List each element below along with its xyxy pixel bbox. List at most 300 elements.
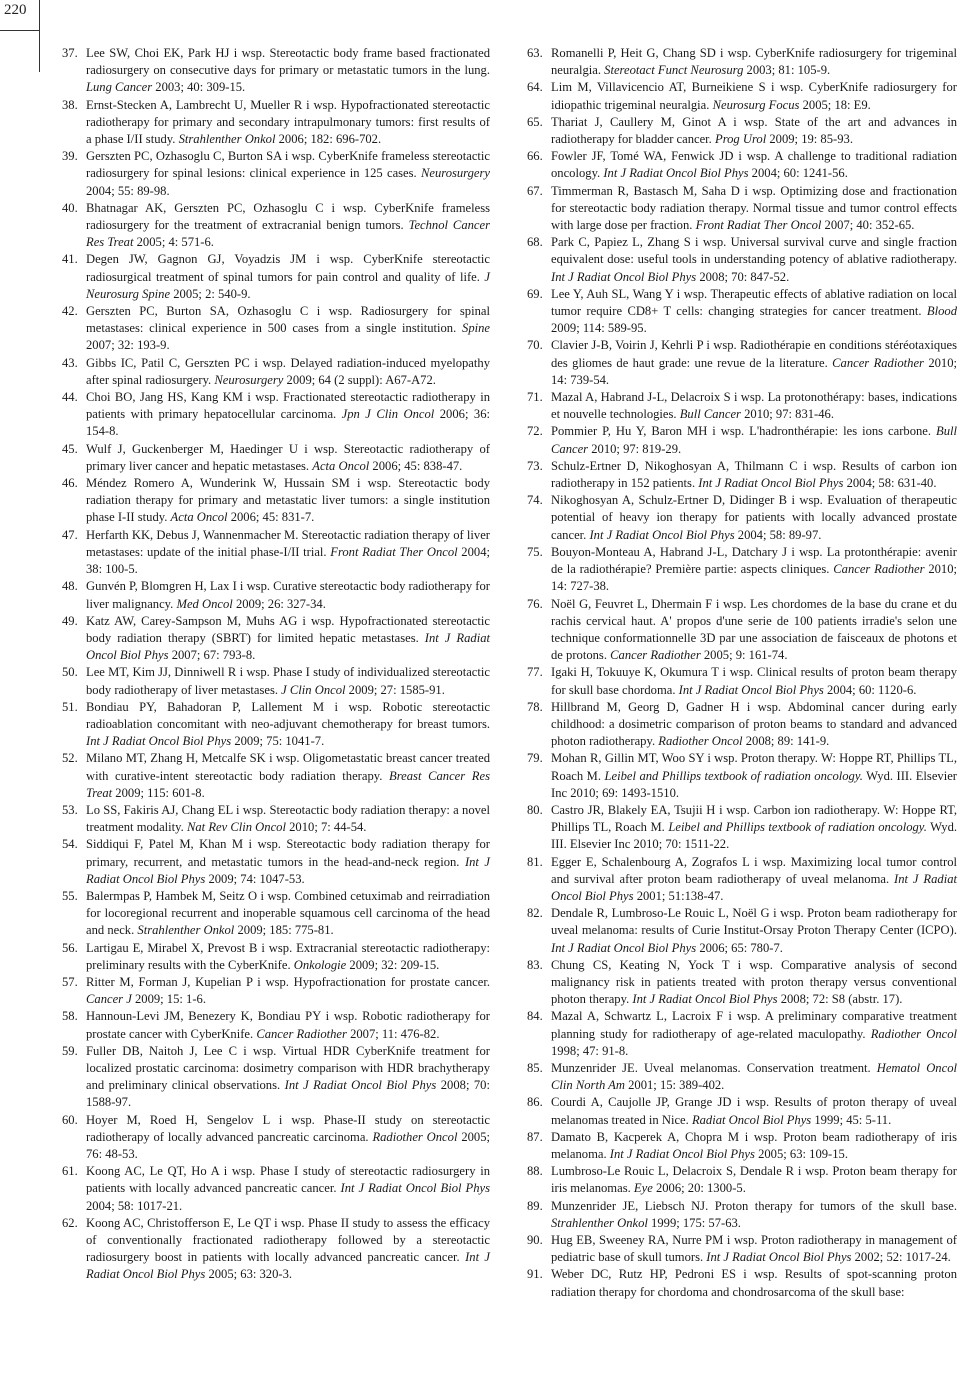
reference-body	[86, 97, 490, 149]
reference-citation: 2009; 114: 589-95.	[551, 321, 647, 336]
reference-body	[86, 355, 490, 389]
reference-body	[86, 441, 490, 475]
reference-citation: 2009; 26: 327-34.	[235, 596, 326, 611]
reference-text: Fowler JF, Tomé WA, Fenwick JD i wsp. A challenge to traditional radiation oncology.	[551, 149, 957, 181]
reference-text: Bondiau PY, Bahadoran P, Lallement M i wsp. Robotic stereotactic radioablation concomitant with neo-adjuvant chemotherapy for breast tumors.	[86, 699, 490, 731]
reference-journal: Breast Cancer Res Treat	[86, 768, 490, 800]
reference-citation: 2004; 60: 1241-56.	[751, 166, 848, 181]
reference-citation: 2010; 14: 727-38.	[551, 562, 957, 594]
reference-journal: Bull Cancer	[679, 407, 741, 422]
reference-citation: Wyd. III. Elsevier Inc 2010; 69: 1493-1510.	[551, 768, 958, 800]
reference-item	[527, 45, 957, 79]
reference-item	[62, 475, 490, 527]
reference-number: 87.	[527, 1129, 543, 1144]
reference-citation: 2002; 52: 1017-24.	[854, 1250, 951, 1265]
reference-citation: 2004; 58: 89-97.	[737, 527, 822, 542]
reference-item	[62, 97, 490, 149]
reference-body	[551, 1129, 957, 1163]
reference-text: Egger E, Schalenbourg A, Zografos L i wsp. Maximizing local tumor control and survival after proton beam radiotherapy of uveal melanoma.	[551, 854, 957, 886]
reference-citation: 2009; 27: 1585-91.	[348, 682, 445, 697]
reference-body	[86, 303, 490, 355]
reference-text: Lee Y, Auh SL, Wang Y i wsp. Therapeutic effects of ablative radiation on local tumor require CD8+ T cells: changing strategies for cancer treatment.	[551, 286, 957, 319]
reference-number: 48.	[62, 579, 78, 594]
reference-text: Hannoun-Levi JM, Benezery K, Bondiau PY i wsp. Robotic radiotherapy for prostate cancer with CyberKnife.	[86, 1009, 490, 1041]
reference-citation: 2006; 45: 838-47.	[372, 458, 463, 473]
reference-number: 47.	[62, 527, 78, 542]
reference-body	[551, 664, 957, 698]
reference-body	[551, 699, 957, 751]
reference-item	[62, 45, 490, 97]
reference-body	[551, 389, 957, 423]
reference-text: Lim M, Villavicencio AT, Burneikiene S i wsp. CyberKnife radiosurgery for idiopathic trigeminal neuralgia.	[551, 80, 957, 112]
reference-text: Fuller DB, Naitoh J, Lee C i wsp. Virtual HDR CyberKnife treatment for localized prostatic carcinoma: dosimetry comparison with HDR brachytherapy and preliminary clinical observations.	[86, 1043, 490, 1093]
reference-item	[527, 1008, 957, 1060]
reference-number: 50.	[62, 665, 78, 680]
reference-journal: Int J Radiat Oncol Biol Phys	[86, 1250, 491, 1282]
reference-text: Munzenrider JE, Liebsch NJ. Proton therapy for tumors of the skull base.	[551, 1198, 957, 1213]
reference-citation: 2010; 7: 44-54.	[289, 820, 367, 835]
reference-body	[551, 458, 957, 492]
reference-text: Bouyon-Monteau A, Habrand J-L, Datchary J i wsp. La protonthérapie: avenir de la radiothérapie? Première partie: aspects cliniques.	[551, 544, 957, 577]
reference-citation: 2005; 2: 540-9.	[173, 286, 251, 301]
reference-body	[86, 613, 490, 665]
reference-number: 70.	[527, 338, 543, 353]
reference-number: 77.	[527, 665, 543, 680]
reference-number: 53.	[62, 802, 78, 817]
reference-item	[527, 699, 957, 751]
reference-number: 84.	[527, 1009, 543, 1024]
reference-item	[527, 750, 957, 802]
reference-citation: 2003; 81: 105-9.	[746, 63, 831, 78]
reference-item	[62, 251, 490, 303]
reference-citation: 2009; 185: 775-81.	[237, 923, 334, 938]
reference-journal: Med Oncol	[176, 596, 233, 611]
reference-text: Courdi A, Caujolle JP, Grange JD i wsp. Results of proton therapy of uveal melanomas treated in Nice.	[551, 1095, 957, 1127]
reference-item	[527, 337, 957, 389]
reference-item	[527, 596, 957, 665]
reference-text: Clavier J-B, Voirin J, Kehrli P i wsp. Radiothérapie en conditions stéréotaxiques des gliomes de haut grade: une revue de la literature.	[551, 338, 957, 370]
reference-text: Gerszten PC, Ozhasoglu C, Burton SA i wsp. CyberKnife frameless stereotactic radiosurgery for spinal lesions: clinical experience in 125 cases.	[86, 149, 490, 181]
reference-journal: Acta Oncol	[170, 510, 228, 525]
reference-number: 73.	[527, 458, 543, 473]
reference-item	[62, 200, 490, 252]
reference-body	[551, 45, 957, 79]
reference-body	[86, 578, 490, 612]
reference-body	[86, 699, 490, 751]
reference-citation: 2005; 63: 320-3.	[208, 1267, 293, 1282]
reference-text: Timmerman R, Bastasch M, Saha D i wsp. Optimizing dose and fractionation for stereotactic body radiation therapy. Normal tissue and tumor control effects with large dose per fraction.	[551, 183, 957, 233]
reference-body	[551, 1232, 957, 1266]
reference-text: Damato B, Kacperek A, Chopra M i wsp. Proton beam radiotherapy of iris melanoma.	[551, 1129, 957, 1161]
reference-journal: Radiother Oncol	[372, 1129, 458, 1144]
reference-journal: Prog Urol	[715, 132, 767, 147]
reference-body	[86, 888, 490, 940]
reference-body	[86, 664, 490, 698]
reference-citation: 2007; 32: 193-9.	[86, 338, 170, 353]
reference-citation: 2010; 97: 831-46.	[744, 407, 834, 422]
reference-body	[551, 183, 957, 235]
reference-text: Koong AC, Christofferson E, Le QT i wsp. Phase II study to assess the efficacy of conventionally fractionated radiotherapy followed by a stereotactic radiosurgery boost in patients with locally advanced pancreatic cancer.	[86, 1215, 490, 1265]
reference-text: Chung CS, Keating N, Yock T i wsp. Comparative analysis of second malignancy risk in patients treated with proton therapy versus conventional photon therapy.	[551, 957, 957, 1007]
reference-journal: Int J Radiat Oncol Biol Phys	[86, 630, 490, 663]
reference-journal: Int J Radiat Oncol Biol Phys	[706, 1250, 852, 1265]
reference-text: Ernst-Stecken A, Lambrecht U, Mueller R i wsp. Hypofractionated stereotactic radiotherapy for primary and secondary intrapulmonary tumors: first results of a phase I/II study.	[86, 97, 490, 147]
reference-citation: 2004; 58: 1017-21.	[86, 1198, 183, 1213]
reference-number: 56.	[62, 940, 78, 955]
reference-text: Lumbroso-Le Rouic L, Delacroix S, Dendale R i wsp. Proton beam therapy for iris melanomas.	[551, 1164, 957, 1196]
reference-number: 66.	[527, 149, 543, 164]
reference-citation: 2006; 182: 696-702.	[278, 132, 382, 147]
reference-text: Mazal A, Schwartz L, Lacroix F i wsp. A preliminary comparative treatment planning study for radiotherapy of age-related maculopathy.	[551, 1009, 957, 1041]
reference-journal: J Clin Oncol	[281, 682, 346, 697]
reference-text: Munzenrider JE. Uveal melanomas. Conservation treatment.	[551, 1060, 871, 1075]
reference-journal: Jpn J Clin Oncol	[341, 407, 435, 422]
reference-journal: Hematol Oncol Clin North Am	[551, 1060, 957, 1093]
reference-text: Mohan R, Gillin MT, Woo SY i wsp. Proton therapy. W: Hoppe RT, Phillips TL, Roach M.	[551, 751, 957, 783]
reference-text: Lo SS, Fakiris AJ, Chang EL i wsp. Stereotactic body radiation therapy: a novel treatment modality.	[86, 802, 490, 835]
reference-text: Park C, Papiez L, Zhang S i wsp. Universal survival curve and single fraction equivalent dose: useful tools in understanding potency of ablative radiotherapy.	[551, 235, 957, 267]
reference-body	[86, 1163, 490, 1215]
reference-citation: 2008; 89: 141-9.	[745, 734, 830, 749]
reference-journal: Front Radiat Ther Oncol	[330, 544, 458, 559]
reference-number: 65.	[527, 114, 543, 129]
reference-body	[86, 1043, 490, 1112]
reference-text: Hoyer M, Roed H, Sengelov L i wsp. Phase-II study on stereotactic radiotherapy of locally advanced pancreatic carcinoma.	[86, 1112, 490, 1144]
reference-journal: Int J Radiat Oncol Biol Phys	[589, 527, 735, 542]
reference-item	[62, 1112, 490, 1164]
reference-body	[551, 1163, 957, 1197]
reference-item	[527, 1060, 957, 1094]
reference-citation: 2001; 51:138-47.	[636, 888, 724, 903]
reference-body	[551, 492, 957, 544]
reference-item	[527, 286, 957, 338]
reference-body	[86, 527, 490, 579]
reference-body	[551, 337, 957, 389]
reference-body	[86, 1215, 490, 1284]
reference-text: Hillbrand M, Georg D, Gadner H i wsp. Abdominal cancer during early childhood: a dosimetric comparison of proton beams to standard and advanced photon radiotherapy.	[551, 699, 957, 749]
reference-number: 54.	[62, 837, 78, 852]
reference-number: 61.	[62, 1164, 78, 1179]
reference-text: Degen JW, Gagnon GJ, Voyadzis JM i wsp. CyberKnife stereotactic radiosurgical treatment of spinal tumors for pain control and quality of life.	[86, 252, 490, 284]
reference-journal: Eye	[633, 1181, 653, 1196]
reference-body	[551, 802, 957, 854]
reference-item	[527, 1094, 957, 1128]
reference-journal: Radiat Oncol Biol Phys	[691, 1112, 812, 1127]
reference-body	[551, 114, 957, 148]
reference-body	[551, 750, 957, 802]
reference-journal: Radiother Oncol	[870, 1026, 958, 1041]
reference-number: 46.	[62, 476, 78, 491]
reference-citation: 2007; 11: 476-82.	[350, 1026, 440, 1041]
reference-citation: 1999; 45: 5-11.	[814, 1112, 892, 1127]
reference-body	[86, 148, 490, 200]
reference-journal: Strahlenther Onkol	[137, 923, 235, 938]
reference-journal: Int J Radiat Oncol Biol Phys	[609, 1147, 755, 1161]
reference-text: Lartigau E, Mirabel X, Prevost B i wsp. Extracranial stereotactic radiotherapy: preliminary results with the CyberKnife.	[86, 940, 490, 972]
reference-journal: J Neurosurg Spine	[86, 269, 490, 301]
reference-citation: 2009; 32: 209-15.	[349, 957, 440, 972]
reference-text: Lee MT, Kim JJ, Dinniwell R i wsp. Phase I study of individualized stereotactic body radiotherapy of liver metastases.	[86, 665, 490, 697]
reference-body	[86, 45, 490, 97]
reference-item	[527, 234, 957, 286]
reference-number: 39.	[62, 149, 78, 164]
reference-citation: 2009; 74: 1047-53.	[208, 871, 305, 886]
reference-number: 74.	[527, 493, 543, 508]
reference-item	[62, 389, 490, 441]
reference-item	[527, 1232, 957, 1266]
reference-text: Siddiqui F, Patel M, Khan M i wsp. Stereotactic body radiation therapy for primary, recurrent, and metastatic tumors in the head-and-neck region.	[86, 837, 490, 869]
reference-citation: 2004; 38: 100-5.	[86, 544, 490, 577]
reference-item	[62, 1163, 490, 1215]
reference-number: 91.	[527, 1267, 543, 1282]
reference-text: Wulf J, Guckenberger M, Haedinger U i wsp. Stereotactic radiotherapy of primary liver cancer and hepatic metastases.	[86, 441, 490, 473]
reference-item	[527, 1198, 957, 1232]
reference-text: Mazal A, Habrand J-L, Delacroix S i wsp. La protonothérapy: bases, indications et nouvelle technologies.	[551, 390, 957, 422]
reference-citation: 2010; 97: 819-29.	[591, 441, 682, 456]
reference-text: Schulz-Ertner D, Nikoghosyan A, Thilmann C i wsp. Results of carbon ion radiotherapy in 152 patients.	[551, 458, 957, 491]
reference-journal: Blood	[926, 304, 957, 319]
reference-text: Ritter M, Forman J, Kupelian P i wsp. Hypofractionation for prostate cancer.	[86, 974, 490, 989]
reference-item	[62, 750, 490, 802]
reference-body	[86, 974, 490, 1008]
reference-item	[62, 355, 490, 389]
reference-journal: Acta Oncol	[312, 458, 370, 473]
reference-body	[551, 148, 957, 182]
reference-journal: Int J Radiat Oncol Biol Phys	[603, 166, 749, 181]
reference-journal: Cancer J	[86, 992, 132, 1007]
reference-number: 58.	[62, 1009, 78, 1024]
references-left-column	[62, 45, 490, 1284]
reference-journal: Bull Cancer	[551, 424, 957, 456]
reference-item	[527, 183, 957, 235]
reference-body	[86, 475, 490, 527]
reference-item	[527, 1266, 957, 1300]
reference-journal: Neurosurgery	[420, 166, 490, 181]
reference-number: 37.	[62, 46, 78, 60]
reference-number: 52.	[62, 751, 78, 766]
reference-number: 41.	[62, 252, 78, 267]
reference-citation: 2005; 9: 161-74.	[703, 648, 788, 663]
reference-body	[86, 389, 490, 441]
reference-journal: Strahlenther Onkol	[178, 132, 276, 147]
reference-citation: 2009; 75: 1041-7.	[234, 734, 325, 749]
header-rule-vertical	[39, 0, 40, 72]
reference-body	[551, 544, 957, 596]
reference-item	[62, 578, 490, 612]
reference-journal: Int J Radiat Oncol Biol Phys	[86, 734, 232, 749]
reference-journal: Front Radiat Ther Oncol	[695, 218, 822, 233]
reference-number: 80.	[527, 802, 543, 817]
reference-text: Pommier P, Hu Y, Baron MH i wsp. L'hadronthérapie: les ions carbone.	[551, 424, 932, 439]
reference-number: 68.	[527, 235, 543, 250]
reference-citation: 2005; 76: 48-53.	[86, 1129, 490, 1161]
reference-journal: Int J Radiat Oncol Biol Phys	[698, 476, 844, 491]
reference-text: Herfarth KK, Debus J, Wannenmacher M. Stereotactic radiation therapy of liver metastases: update of the initial phase-I/II trial.	[86, 527, 490, 559]
reference-text: Igaki H, Tokuuye K, Okumura T i wsp. Clinical results of proton beam therapy for skull base chordoma.	[551, 665, 957, 697]
reference-citation: 2009; 64 (2 suppl): A67-A72.	[286, 372, 436, 387]
reference-citation: 2009; 15: 1-6.	[134, 992, 206, 1007]
reference-item	[527, 423, 957, 457]
reference-number: 90.	[527, 1233, 543, 1248]
reference-journal: Neurosurg Focus	[712, 97, 800, 112]
reference-body	[86, 200, 490, 252]
reference-number: 64.	[527, 80, 543, 95]
reference-citation: 2008; 72: S8 (abstr. 17).	[780, 992, 903, 1007]
reference-item	[62, 664, 490, 698]
reference-number: 43.	[62, 355, 78, 370]
reference-text: Thariat J, Caullery M, Ginot A i wsp. State of the art and advances in radiotherapy for bladder cancer.	[551, 114, 957, 147]
reference-text: Milano MT, Zhang H, Metcalfe SK i wsp. Oligometastatic breast cancer treated with curative-intent stereotactic body radiation therapy.	[86, 751, 490, 783]
reference-citation: 2007; 67: 793-8.	[171, 648, 256, 663]
reference-text: Gibbs IC, Patil C, Gerszten PC i wsp. Delayed radiation-induced myelopathy after spinal radiosurgery.	[86, 355, 490, 387]
reference-citation: 2005; 18: E9.	[802, 97, 871, 112]
reference-item	[62, 1008, 490, 1042]
reference-citation: 2007; 40: 352-65.	[824, 218, 915, 233]
reference-body	[86, 836, 490, 888]
reference-text: Romanelli P, Heit G, Chang SD i wsp. CyberKnife radiosurgery for trigeminal neuralgia.	[551, 46, 957, 78]
reference-number: 76.	[527, 596, 543, 611]
reference-number: 89.	[527, 1198, 543, 1213]
reference-citation: 1998; 47: 91-8.	[551, 1043, 629, 1058]
reference-text: Hug EB, Sweeney RA, Nurre PM i wsp. Proton radiotherapy in management of pediatric base of skull tumors.	[551, 1233, 957, 1265]
reference-item	[527, 79, 957, 113]
reference-item	[62, 1043, 490, 1112]
reference-journal: Leibel and Phillips textbook of radiation oncology.	[668, 820, 927, 835]
reference-text: Castro JR, Blakely EA, Tsujii H i wsp. Carbon ion radiotherapy. W: Hoppe RT, Phillips TL, Roach M.	[551, 802, 957, 835]
reference-journal: Int J Radiat Oncol Biol Phys	[632, 992, 778, 1007]
reference-number: 49.	[62, 613, 78, 628]
reference-text: Gerszten PC, Burton SA, Ozhasoglu C i wsp. Radiosurgery for spinal metastases: clinical experience in 500 cases from a single institution.	[86, 304, 490, 336]
reference-number: 72.	[527, 424, 543, 439]
reference-journal: Cancer Radiother	[833, 562, 925, 577]
reference-text: Katz AW, Carey-Sampson M, Muhs AG i wsp. Hypofractionated stereotactic body radiation therapy (SBRT) for limited hepatic metastases.	[86, 613, 490, 645]
reference-body	[551, 1198, 957, 1232]
reference-body	[551, 905, 957, 957]
reference-text: Méndez Romero A, Wunderink W, Hussain SM i wsp. Stereotactic body radiation therapy for primary and metastatic liver tumors: a single institution phase I-II study.	[86, 476, 490, 525]
reference-citation: 2008; 70: 847-52.	[699, 269, 790, 284]
reference-journal: Strahlenther Onkol	[551, 1215, 648, 1230]
reference-number: 59.	[62, 1043, 78, 1058]
reference-journal: Cancer Radiother	[610, 648, 701, 663]
reference-item	[62, 699, 490, 751]
reference-item	[527, 492, 957, 544]
reference-item	[527, 664, 957, 698]
reference-citation: 2006; 20: 1300-5.	[655, 1181, 746, 1196]
reference-number: 71.	[527, 390, 543, 405]
reference-text: Gunvén P, Blomgren H, Lax I i wsp. Curative stereotactic body radiotherapy for liver malignancy.	[86, 579, 490, 611]
reference-number: 75.	[527, 544, 543, 559]
reference-citation: 1999; 175: 57-63.	[651, 1215, 741, 1230]
reference-item	[527, 1163, 957, 1197]
reference-citation: 2004; 58: 631-40.	[846, 476, 937, 491]
reference-text: Dendale R, Lumbroso-Le Rouic L, Noël G i wsp. Proton beam radiotherapy for uveal melanoma: results of Curie Institut-Orsay Proton Therapy Center (ICPO).	[551, 906, 957, 938]
reference-text: Balermpas P, Hambek M, Seitz O i wsp. Combined cetuximab and reirradiation for locoregional recurrent and inoperable squamous cell carcinoma of the head and neck.	[86, 888, 490, 938]
reference-number: 83.	[527, 957, 543, 972]
reference-number: 85.	[527, 1060, 543, 1075]
reference-journal: Neurosurgery	[214, 372, 284, 387]
reference-body	[551, 1266, 957, 1300]
reference-text: Choi BO, Jang HS, Kang KM i wsp. Fractionated stereotactic radiotherapy in patients with primary hepatocellular carcinoma.	[86, 390, 490, 422]
page-number: 220	[4, 2, 27, 18]
reference-item	[62, 613, 490, 665]
reference-journal: Spine	[462, 321, 490, 336]
reference-journal: Int J Radiat Oncol Biol Phys	[284, 1078, 437, 1093]
reference-item	[527, 957, 957, 1009]
reference-body	[551, 234, 957, 286]
reference-citation: 2005; 63: 109-15.	[758, 1147, 848, 1161]
reference-body	[551, 957, 957, 1009]
reference-journal: Int J Radiat Oncol Biol Phys	[86, 854, 490, 886]
reference-citation: 2005; 4: 571-6.	[136, 235, 214, 250]
reference-citation: 2006; 45: 831-7.	[230, 510, 315, 525]
reference-citation: 2009; 19: 85-93.	[769, 132, 853, 147]
reference-citation: Wyd. III. Elsevier Inc 2010; 70: 1511-22.	[551, 820, 958, 852]
reference-item	[62, 527, 490, 579]
reference-number: 38.	[62, 97, 78, 112]
reference-number: 69.	[527, 286, 543, 301]
reference-journal: Cancer Radiother	[256, 1026, 347, 1041]
reference-journal: Int J Radiat Oncol Biol Phys	[551, 269, 697, 284]
reference-journal: Lung Cancer	[86, 80, 153, 95]
reference-journal: Int J Radiat Oncol Biol Phys	[678, 682, 824, 697]
reference-body	[86, 251, 490, 303]
reference-number: 81.	[527, 854, 543, 869]
reference-citation: 2003; 40: 309-15.	[155, 80, 246, 95]
reference-citation: 2006; 65: 780-7.	[699, 940, 783, 955]
reference-text: Lee SW, Choi EK, Park HJ i wsp. Stereotactic body frame based fractionated radiosurgery on consecutive days for primary or metastatic tumors in the lung.	[86, 46, 490, 78]
reference-citation: 2010; 14: 739-54.	[551, 355, 957, 387]
reference-journal: Int J Radiat Oncol Biol Phys	[551, 871, 957, 903]
reference-item	[527, 802, 957, 854]
reference-item	[527, 148, 957, 182]
reference-number: 82.	[527, 906, 543, 921]
reference-text: Noël G, Feuvret L, Dhermain F i wsp. Les chordomes de la base du crane et du rachis cervical haut. A' propos d'une serie de 100 patients irradie's selon une technique conformationnelle 3D par une association de faisceaux de photons et de protons.	[551, 596, 957, 663]
reference-item	[62, 802, 490, 836]
reference-body	[551, 596, 957, 665]
reference-journal: Stereotact Funct Neurosurg	[604, 63, 744, 78]
reference-number: 42.	[62, 304, 78, 319]
reference-item	[527, 1129, 957, 1163]
reference-item	[62, 974, 490, 1008]
reference-body	[551, 423, 957, 457]
reference-journal: Int J Radiat Oncol Biol Phys	[340, 1181, 490, 1196]
reference-number: 63.	[527, 46, 543, 60]
reference-item	[62, 303, 490, 355]
reference-item	[62, 441, 490, 475]
reference-body	[551, 1008, 957, 1060]
reference-citation: 2008; 70: 1588-97.	[86, 1078, 490, 1110]
reference-text: Nikoghosyan A, Schulz-Ertner D, Didinger B i wsp. Evaluation of therapeutic potential of heavy ion therapy for patients with locally advanced prostate cancer.	[551, 493, 957, 542]
reference-body	[551, 79, 957, 113]
reference-body	[551, 1060, 957, 1094]
reference-number: 57.	[62, 974, 78, 989]
reference-number: 40.	[62, 200, 78, 215]
reference-item	[527, 114, 957, 148]
reference-number: 55.	[62, 888, 78, 903]
reference-item	[62, 1215, 490, 1284]
reference-number: 67.	[527, 183, 543, 198]
reference-body	[86, 1008, 490, 1042]
reference-item	[527, 458, 957, 492]
reference-number: 51.	[62, 699, 78, 714]
reference-body	[551, 286, 957, 338]
reference-text: Koong AC, Le QT, Ho A i wsp. Phase I study of stereotactic radiosurgery in patients with locally advanced pancreatic cancer.	[86, 1164, 490, 1196]
reference-journal: Technol Cancer Res Treat	[86, 218, 491, 250]
reference-number: 86.	[527, 1095, 543, 1110]
reference-number: 60.	[62, 1112, 78, 1127]
reference-body	[551, 1094, 957, 1128]
reference-citation: 2004; 55: 89-98.	[86, 183, 170, 198]
